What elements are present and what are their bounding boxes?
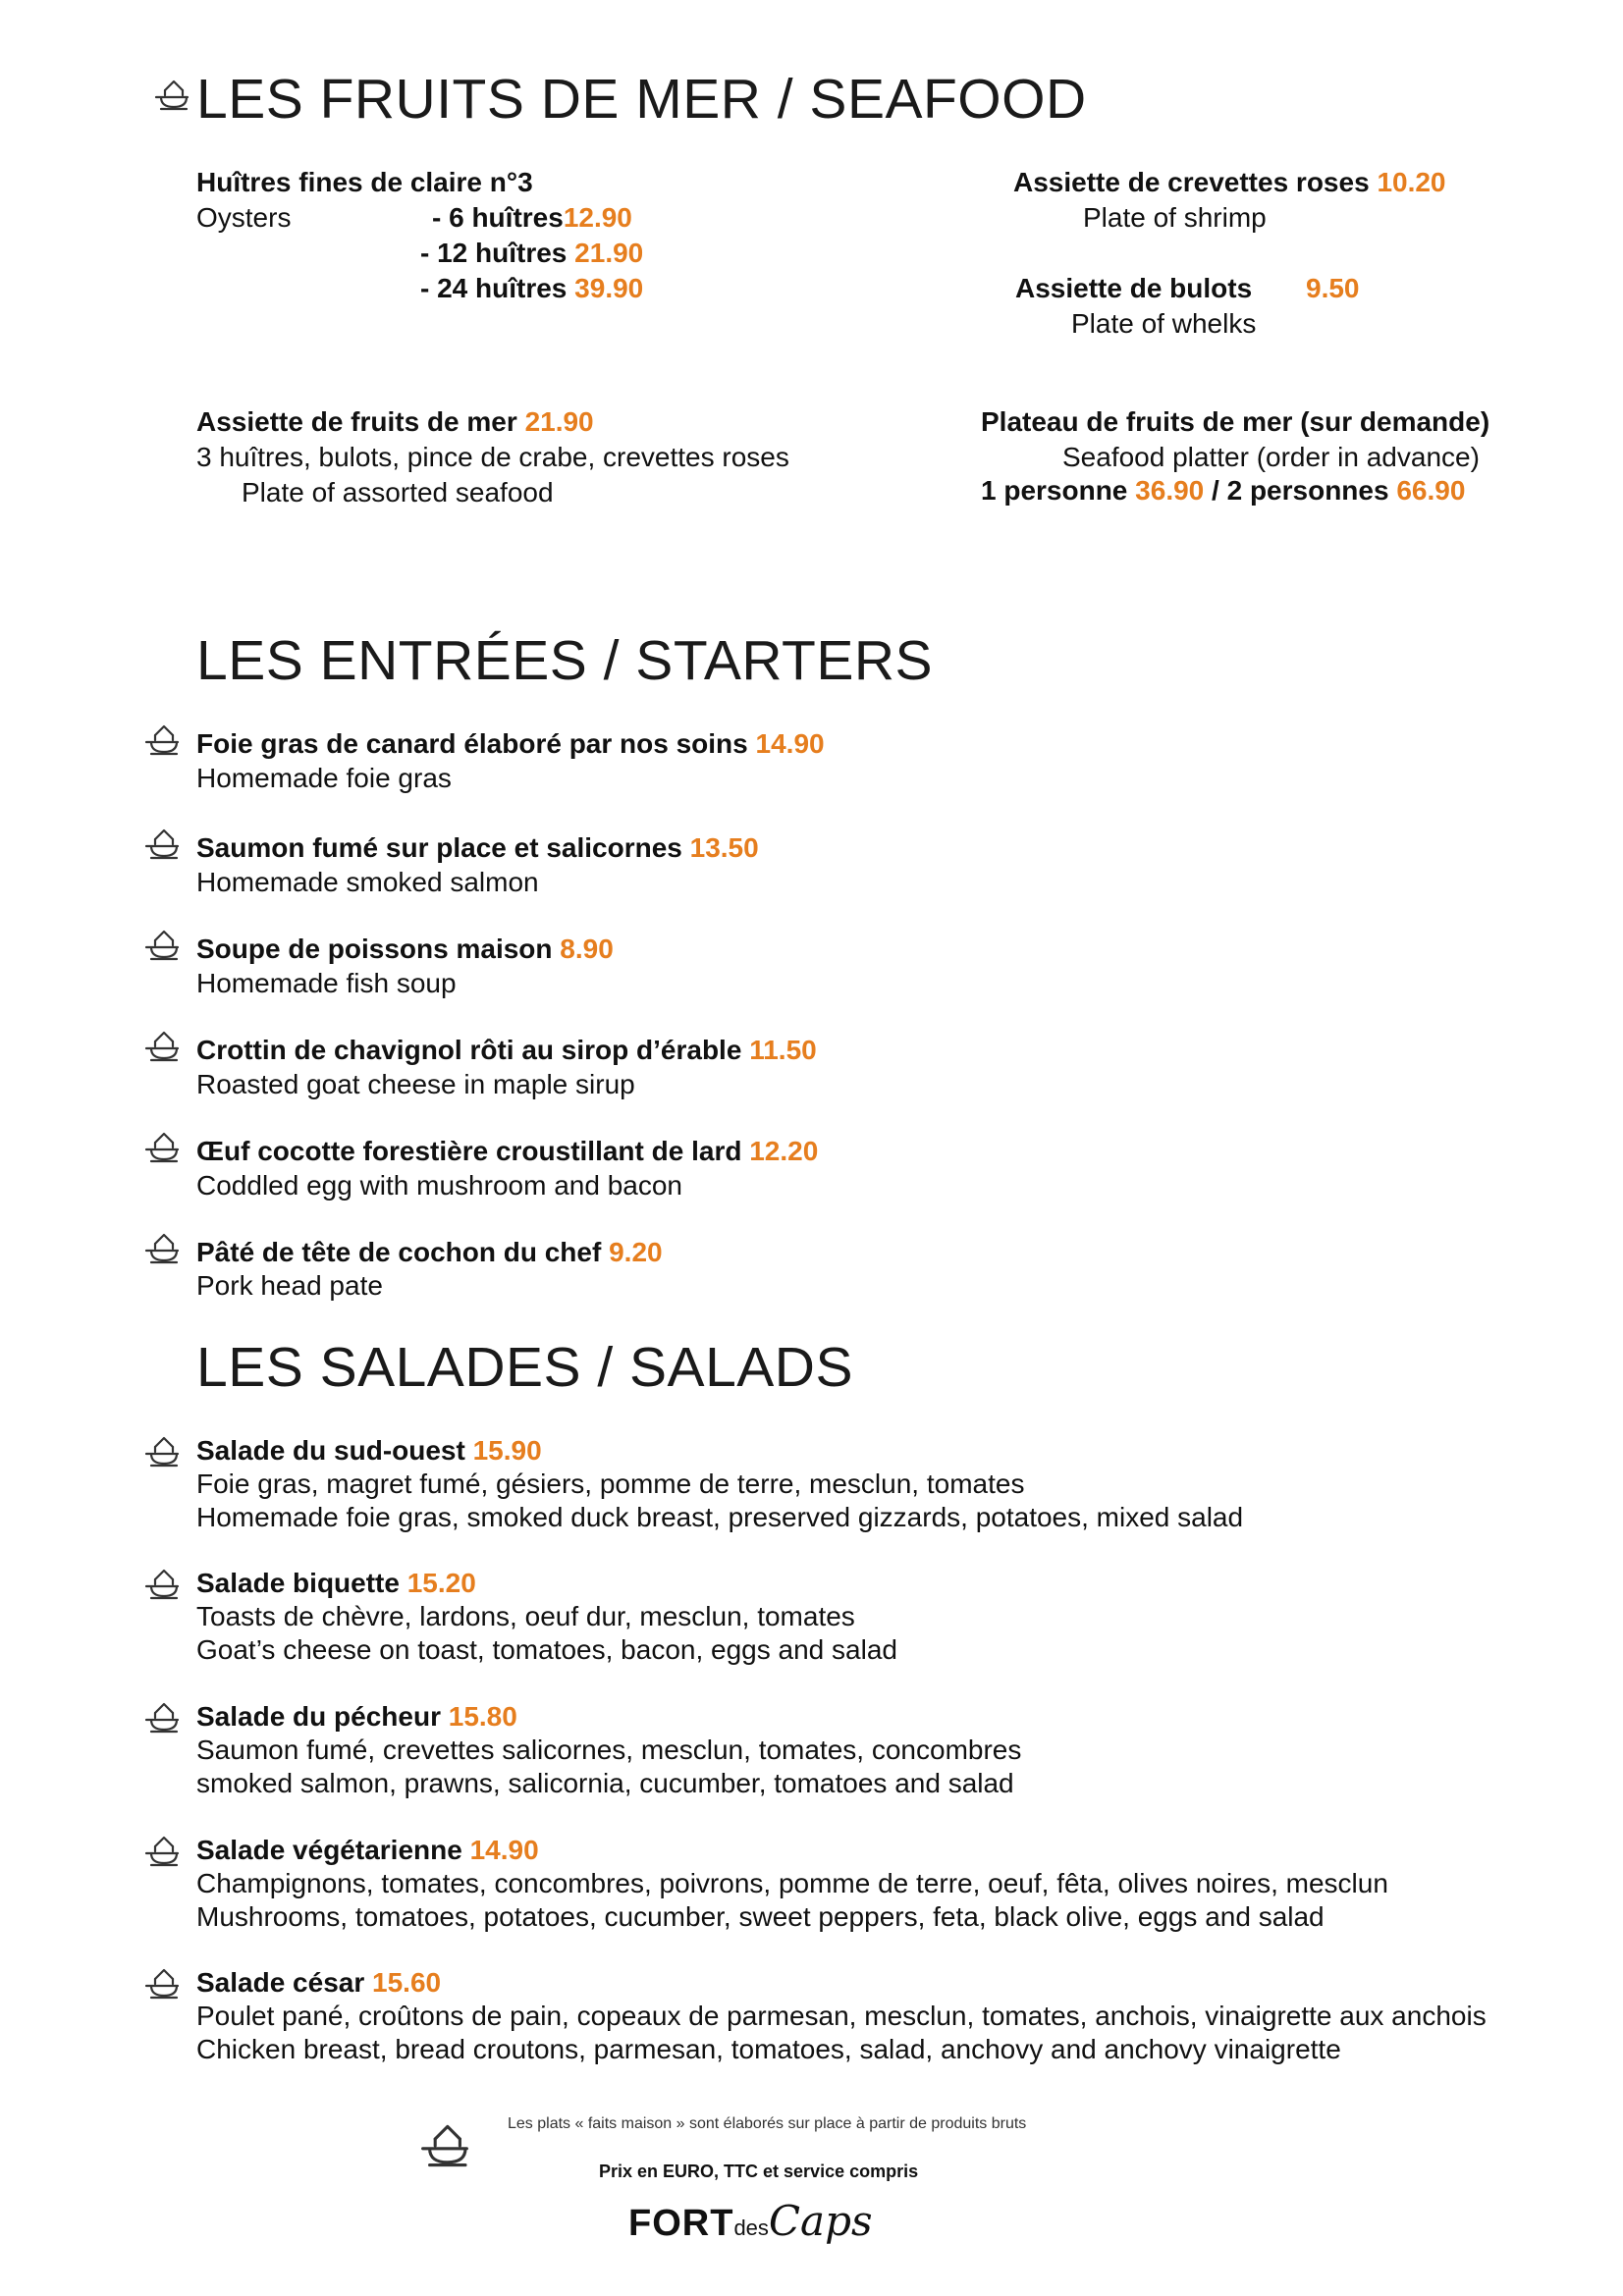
- salad-item-name: [196, 1965, 441, 2000]
- shrimp-item: [1013, 165, 1446, 199]
- salad-english: Mushrooms, tomatoes, potatoes, cucumber, sweet peppers, feta, black olive, eggs and salad: [196, 1901, 1325, 1932]
- starter-item-name: [196, 932, 614, 966]
- salad-french: Champignons, tomates, concombres, poivrons, pomme de terre, oeuf, fêta, olives noires, mesclun: [196, 1868, 1388, 1898]
- salad-english: Chicken breast, bread croutons, parmesan, tomatoes, salad, anchovy and anchovy vinaigrette: [196, 2034, 1341, 2064]
- starter-item-name: [196, 726, 825, 761]
- salad-price: 14.90: [469, 1835, 539, 1865]
- oysters-12-price: 21.90: [574, 238, 644, 268]
- house-plate-icon: [142, 828, 182, 861]
- salad-price: 15.90: [472, 1435, 542, 1466]
- platter-name: Plateau de fruits de mer (sur demande): [981, 406, 1490, 437]
- oysters-12: [420, 236, 643, 270]
- starter-price: 11.50: [749, 1035, 817, 1065]
- starter-price: 9.20: [609, 1237, 663, 1267]
- house-plate-icon: [142, 929, 182, 962]
- starter-price: 8.90: [560, 934, 614, 964]
- oysters-name: Huîtres fines de claire n°3: [196, 167, 533, 197]
- salad-name: Salade biquette: [196, 1568, 400, 1598]
- shrimp-price: 10.20: [1377, 167, 1446, 197]
- whelks-name: Assiette de bulots: [1015, 273, 1253, 303]
- restaurant-logo: [628, 2197, 873, 2245]
- seafood-section-title: LES FRUITS DE MER / SEAFOOD: [196, 68, 1087, 131]
- starter-item-name: [196, 1235, 663, 1269]
- house-plate-icon: [142, 1835, 182, 1868]
- salad-english: Goat’s cheese on toast, tomatoes, bacon, eggs and salad: [196, 1634, 897, 1665]
- price-note: Prix en EURO, TTC et service compris: [599, 2162, 919, 2181]
- house-plate-icon: [152, 79, 191, 112]
- starter-name: Saumon fumé sur place et salicornes: [196, 832, 682, 863]
- salad-french: Toasts de chèvre, lardons, oeuf dur, mesclun, tomates: [196, 1601, 855, 1631]
- assorted-name: Assiette de fruits de mer: [196, 406, 517, 437]
- starter-name: Œuf cocotte forestière croustillant de lard: [196, 1136, 742, 1166]
- starter-name: Soupe de poissons maison: [196, 934, 553, 964]
- platter-separator: /: [1212, 475, 1219, 506]
- starter-price: 14.90: [755, 728, 825, 759]
- house-plate-icon: [417, 2122, 472, 2169]
- salad-name: Salade du sud-ouest: [196, 1435, 465, 1466]
- house-plate-icon: [142, 1701, 182, 1735]
- logo-des-text: des: [733, 2216, 769, 2240]
- salad-name: Salade végétarienne: [196, 1835, 462, 1865]
- assorted-description: 3 huîtres, bulots, pince de crabe, crevettes roses: [196, 442, 789, 472]
- platter-english: Seafood platter (order in advance): [1062, 442, 1480, 472]
- oysters-24-price: 39.90: [574, 273, 644, 303]
- shrimp-name: Assiette de crevettes roses: [1013, 167, 1370, 197]
- logo-fort-text: FORT: [628, 2203, 734, 2244]
- oysters-24: [420, 271, 643, 305]
- platter-2-price: 66.90: [1396, 475, 1466, 506]
- starters-section-title: LES ENTRÉES / STARTERS: [196, 629, 934, 692]
- platter-1-price: 36.90: [1135, 475, 1205, 506]
- platter-prices: [981, 473, 1465, 507]
- salads-section-title: LES SALADES / SALADS: [196, 1336, 853, 1399]
- starter-name: Foie gras de canard élaboré par nos soins: [196, 728, 748, 759]
- platter-2-label: 2 personnes: [1226, 475, 1389, 506]
- salad-french: Saumon fumé, crevettes salicornes, mesclun, tomates, concombres: [196, 1735, 1022, 1765]
- assorted-english: Plate of assorted seafood: [242, 477, 554, 507]
- whelks-price: 9.50: [1306, 273, 1360, 303]
- starter-item-name: [196, 830, 759, 865]
- whelks-english: Plate of whelks: [1071, 308, 1257, 339]
- starter-price: 13.50: [689, 832, 759, 863]
- starter-name: Pâté de tête de cochon du chef: [196, 1237, 602, 1267]
- starter-english: Homemade smoked salmon: [196, 867, 539, 897]
- house-plate-icon: [142, 1435, 182, 1468]
- salad-name: Salade césar: [196, 1967, 365, 1998]
- starter-english: Coddled egg with mushroom and bacon: [196, 1170, 682, 1201]
- assorted-price: 21.90: [524, 406, 594, 437]
- oysters-24-qty: - 24 huîtres: [420, 273, 568, 303]
- oysters-6-price: 12.90: [563, 202, 632, 233]
- house-plate-icon: [142, 1030, 182, 1063]
- starter-english: Homemade foie gras: [196, 763, 452, 793]
- starter-english: Roasted goat cheese in maple sirup: [196, 1069, 635, 1099]
- salad-price: 15.80: [448, 1701, 517, 1732]
- starter-name: Crottin de chavignol rôti au sirop d’érable: [196, 1035, 742, 1065]
- salad-item-name: [196, 1833, 539, 1867]
- assorted-item: [196, 404, 594, 439]
- house-plate-icon: [142, 1232, 182, 1265]
- salad-item-name: [196, 1699, 517, 1734]
- shrimp-english: Plate of shrimp: [1083, 202, 1267, 233]
- logo-caps-text: Caps: [768, 2197, 873, 2245]
- salad-name: Salade du pécheur: [196, 1701, 441, 1732]
- oysters-english: Oysters: [196, 202, 292, 233]
- salad-item-name: [196, 1566, 476, 1600]
- house-plate-icon: [142, 1967, 182, 2001]
- house-plate-icon: [142, 723, 182, 757]
- platter-1-label: 1 personne: [981, 475, 1128, 506]
- salad-price: 15.60: [372, 1967, 442, 1998]
- salad-item-name: [196, 1433, 542, 1468]
- starter-item-name: [196, 1033, 817, 1067]
- homemade-note: Les plats « faits maison » sont élaborés sur place à partir de produits bruts: [508, 2115, 1027, 2132]
- starter-english: Pork head pate: [196, 1270, 383, 1301]
- starter-item-name: [196, 1134, 818, 1168]
- house-plate-icon: [142, 1131, 182, 1164]
- salad-french: Poulet pané, croûtons de pain, copeaux de parmesan, mesclun, tomates, anchois, vinaigrette aux anchois: [196, 2001, 1487, 2031]
- oysters-6-qty: - 6 huîtres: [432, 202, 564, 233]
- salad-french: Foie gras, magret fumé, gésiers, pomme de terre, mesclun, tomates: [196, 1468, 1025, 1499]
- starter-price: 12.20: [749, 1136, 819, 1166]
- oysters-12-qty: - 12 huîtres: [420, 238, 568, 268]
- salad-price: 15.20: [406, 1568, 476, 1598]
- oysters-6: [432, 200, 632, 235]
- salad-english: smoked salmon, prawns, salicornia, cucumber, tomatoes and salad: [196, 1768, 1014, 1798]
- starter-english: Homemade fish soup: [196, 968, 457, 998]
- house-plate-icon: [142, 1568, 182, 1601]
- salad-english: Homemade foie gras, smoked duck breast, preserved gizzards, potatoes, mixed salad: [196, 1502, 1244, 1532]
